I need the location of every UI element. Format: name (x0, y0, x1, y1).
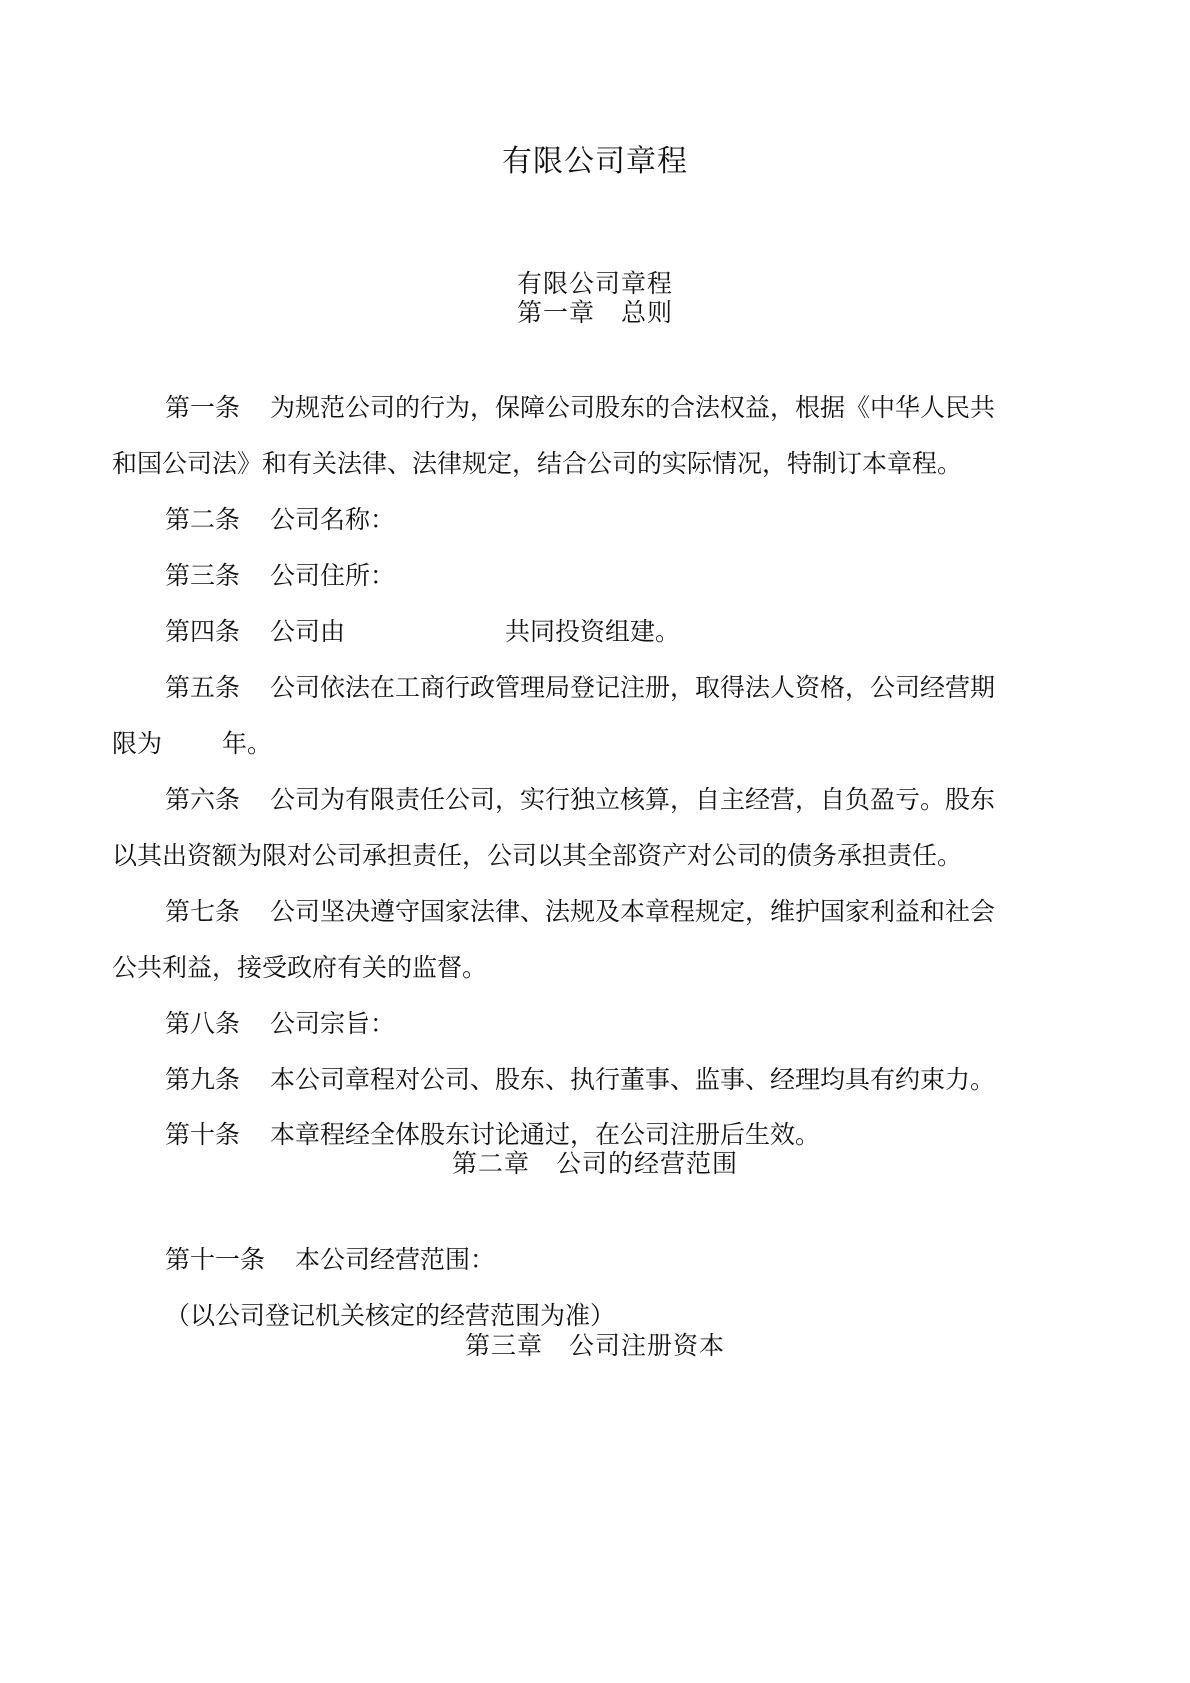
article-5-text: 公司依法在工商行政管理局登记注册，取得法人资格，公司经营期 (270, 673, 996, 702)
article-3-label: 第三条 (165, 561, 241, 590)
article-7-line-2: 公共利益，接受政府有关的监督。 (112, 953, 488, 982)
article-2-label: 第二条 (165, 505, 241, 534)
chapter-1-title: 第一章 总则 (516, 298, 673, 327)
article-8-label: 第八条 (165, 1009, 241, 1038)
article-9-text: 本公司章程对公司、股东、执行董事、监事、经理均具有约束力。 (270, 1065, 996, 1094)
article-7-label: 第七条 (165, 897, 241, 926)
article-6-label: 第六条 (165, 785, 241, 814)
article-5-text-before: 限为 (112, 729, 163, 758)
article-11-label: 第十一条 (165, 1245, 266, 1274)
article-5-line-2 (112, 728, 272, 760)
document-subtitle: 有限公司章程 (516, 269, 673, 298)
article-1-label: 第一条 (165, 393, 241, 422)
article-8-text: 公司宗旨： (270, 1009, 396, 1038)
article-4-text-after: 共同投资组建。 (505, 617, 681, 646)
article-10 (165, 1119, 820, 1151)
article-4-text-before: 公司由 (270, 617, 346, 646)
document-title: 有限公司章程 (502, 144, 688, 179)
chapter-3-title: 第三章 公司注册资本 (464, 1331, 725, 1360)
article-5-line-1 (165, 672, 995, 704)
article-2-text: 公司名称： (270, 505, 396, 534)
article-6-text: 公司为有限责任公司，实行独立核算，自主经营，自负盈亏。股东 (270, 785, 996, 814)
article-1-line-1 (165, 392, 995, 424)
article-6-line-1 (165, 784, 995, 816)
article-3 (165, 560, 395, 592)
article-1-text: 为规范公司的行为，保障公司股东的合法权益，根据《中华人民共 (270, 393, 996, 422)
article-2 (165, 504, 395, 536)
article-11 (165, 1244, 495, 1276)
article-8 (165, 1008, 395, 1040)
article-7-line-1 (165, 896, 995, 928)
article-5-text-after: 年。 (222, 729, 273, 758)
article-10-text: 本章程经全体股东讨论通过，在公司注册后生效。 (270, 1120, 821, 1149)
article-9-label: 第九条 (165, 1065, 241, 1094)
article-1-line-2: 和国公司法》和有关法律、法律规定，结合公司的实际情况，特制订本章程。 (112, 449, 963, 478)
article-9 (165, 1064, 995, 1096)
chapter-2-title: 第二章 公司的经营范围 (451, 1149, 738, 1178)
article-11-text: 本公司经营范围： (295, 1245, 496, 1274)
article-3-text: 公司住所： (270, 561, 396, 590)
article-5-label: 第五条 (165, 673, 241, 702)
article-10-label: 第十条 (165, 1120, 241, 1149)
article-4 (165, 616, 680, 648)
article-7-text: 公司坚决遵守国家法律、法规及本章程规定，维护国家利益和社会 (270, 897, 996, 926)
business-scope-note: （以公司登记机关核定的经营范围为准） (165, 1301, 616, 1330)
article-6-line-2: 以其出资额为限对公司承担责任，公司以其全部资产对公司的债务承担责任。 (112, 841, 963, 870)
article-4-label: 第四条 (165, 617, 241, 646)
